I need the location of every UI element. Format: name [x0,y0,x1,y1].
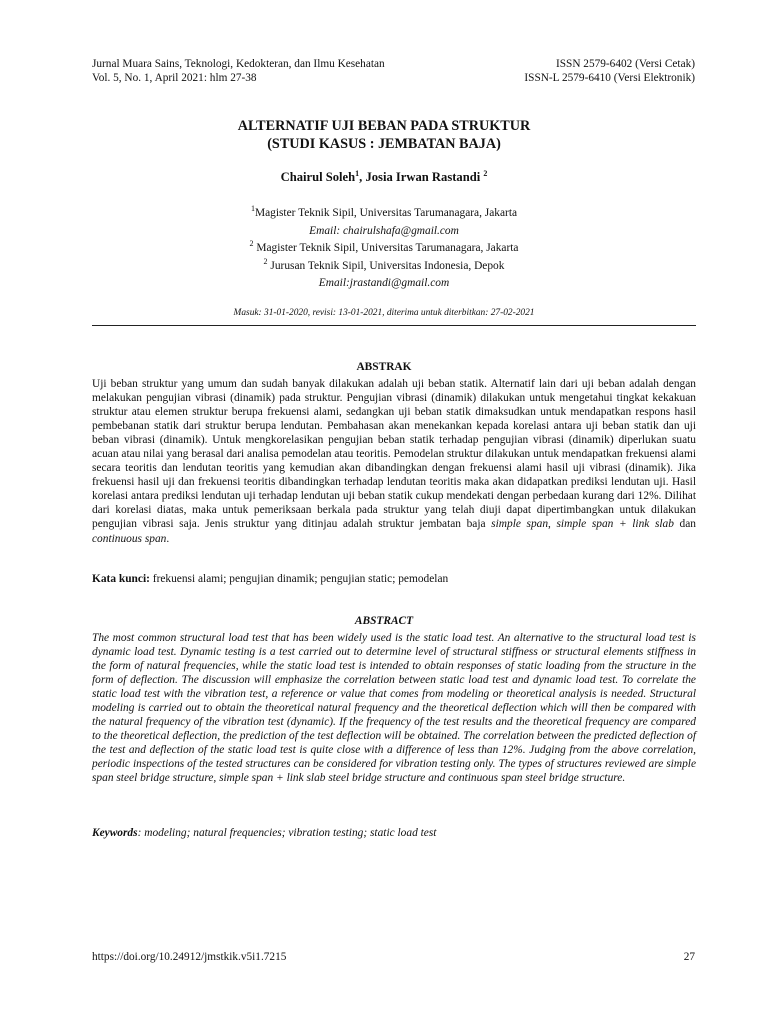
page-number: 27 [683,951,695,963]
page-footer [92,951,695,963]
journal-name: Jurnal Muara Sains, Teknologi, Kedokteran, dan Ilmu Kesehatan [92,58,385,70]
issn-print: ISSN 2579-6402 (Versi Cetak) [556,58,695,70]
author-email: Email: chairulshafa@gmail.com [309,224,459,237]
abstract-heading: ABSTRACT [354,615,414,627]
affiliation-mark: 2 [263,256,268,266]
doi-link[interactable]: https://doi.org/10.24912/jmstkik.v5i1.7215 [92,951,287,963]
kata-kunci [92,573,696,585]
abstrak-text: . [166,532,170,545]
kata-kunci-text: frekuensi alami; pengujian dinamik; pengujian static; pemodelan [149,573,449,585]
abstrak-text: dan [673,518,696,531]
affiliation-text: Jurusan Teknik Sipil, Universitas Indonesia, Depok [267,259,505,272]
affiliation-line [0,205,768,223]
abstrak-term: simple span [491,518,549,531]
title-line-1: ALTERNATIF UJI BEBAN PADA STRUKTUR [237,118,531,134]
author-name: Josia Irwan Rastandi [365,170,481,184]
affiliation-line [0,258,768,276]
author-separator: , [359,170,366,184]
abstrak-text: , [548,518,557,531]
header-divider [92,325,696,326]
abstrak-term: continuous span [92,532,167,545]
title-line-2: (STUDI KASUS : JEMBATAN BAJA) [267,136,501,152]
author-affiliation-mark: 1 [355,168,360,178]
abstrak-text: Uji beban struktur yang umum dan sudah banyak dilakukan adalah uji beban statik. Alternatif lain dari uji beban adalah dengan melakukan pengujian vibrasi (dinamik) pada struktur. Pengujian vibrasi (dinamik) dilakukan untuk mengetahui tingkat kekakuan struktur atau elemen struktur berupa frekuensi alami, sedangkan uji beban statik dimaksudkan untuk mendapatkan respons hasil pembebanan statik dari struktur berupa lendutan. Pembahasan akan menekankan kepada korelasi antara uji beban statik dan uji beban vibrasi (dinamik). Untuk mengkorelasikan pengujian beban statik terhadap pengujian vibrasi (dinamik) diperlukan suatu acuan atau nilai yang berasal dari analisa pemodelan atau teoritis. Pemodelan struktur dilakukan untuk mendapatkan frekuensi alami secara teoritis dan lendutan teoritis yang kemudian akan dibandingkan dengan frekuensi alami hasil uji vibrasi (dinamik). Jika frekuensi hasil uji dan frekuensi teoritis dibandingkan terhadap lendutan teoritis maka akan didapatkan prediksi lendutan uji. Hasil korelasi antara prediksi lendutan uji terhadap lendutan uji beban statik cukup mendekati dengan perbedaan kurang dari 12%. Dilihat dari korelasi diatas, maka untuk pemeriksaan berkala pada struktur yang telah diuji dapat dipertimbangkan untuk dilakukan pengujian vibrasi saja. Jenis struktur yang ditinjau adalah struktur jembatan baja [92,378,696,531]
abstract-body: The most common structural load test that has been widely used is the static load test. An alternative to the structural load test is dynamic load test. Dynamic testing is a test carried out to determine level of structural stiffness or structural elements stiffness in the form of natural frequencies, while the static load test is intended to obtain responses of static loading from the structure in the form of deflection. The discussion will emphasize the correlation between static load test and dynamic load test. To correlate the static load test with the vibration test, a reference or value that comes from modeling or theoretical analysis is needed. Structural modeling is carried out to obtain the theoretical natural frequency and the theoretical deflection which will then be compared with the natural frequency of the vibration test (dynamic). If the frequency of the test results and the theoretical frequency are compared to the theoretical deflection, the prediction of the test deflection will be obtained. The correlation between the predicted deflection of the test and deflection of the static load test is quite close with a difference of less than 12%. Judging from the above correlation, periodic inspections of the tested structures can be considered for vibration testing only. The types of structures reviewed are simple span steel bridge structure, simple span + link slab steel bridge structure and continuous span steel bridge structure. [92,632,696,785]
affiliation-line [0,240,768,258]
running-header [92,57,695,85]
paper-title [0,117,768,153]
affiliation-text: Magister Teknik Sipil, Universitas Tarumanagara, Jakarta [254,207,518,219]
affiliation-mark: 1 [250,204,255,214]
affiliation-mark: 2 [249,239,254,249]
abstrak-term: simple span + link slab [556,518,674,531]
affiliations [0,205,768,293]
volume-info: Vol. 5, No. 1, April 2021: hlm 27-38 [92,72,257,84]
submission-dates: Masuk: 31-01-2020, revisi: 13-01-2021, diterima untuk diterbitkan: 27-02-2021 [233,308,535,318]
keywords [92,827,696,839]
author-email: Email:jrastandi@gmail.com [318,277,450,289]
author-name: Chairul Soleh [280,170,356,184]
keywords-label: Keywords [92,827,138,839]
author-list [0,170,768,185]
abstrak-heading: ABSTRAK [356,361,412,373]
abstrak-body [92,377,696,546]
affiliation-text: Magister Teknik Sipil, Universitas Tarumanagara, Jakarta [253,242,519,254]
kata-kunci-label: Kata kunci: [92,573,150,585]
author-affiliation-mark: 2 [483,168,488,178]
issn-online: ISSN-L 2579-6410 (Versi Elektronik) [524,72,695,84]
keywords-text: : modeling; natural frequencies; vibration testing; static load test [137,827,437,839]
